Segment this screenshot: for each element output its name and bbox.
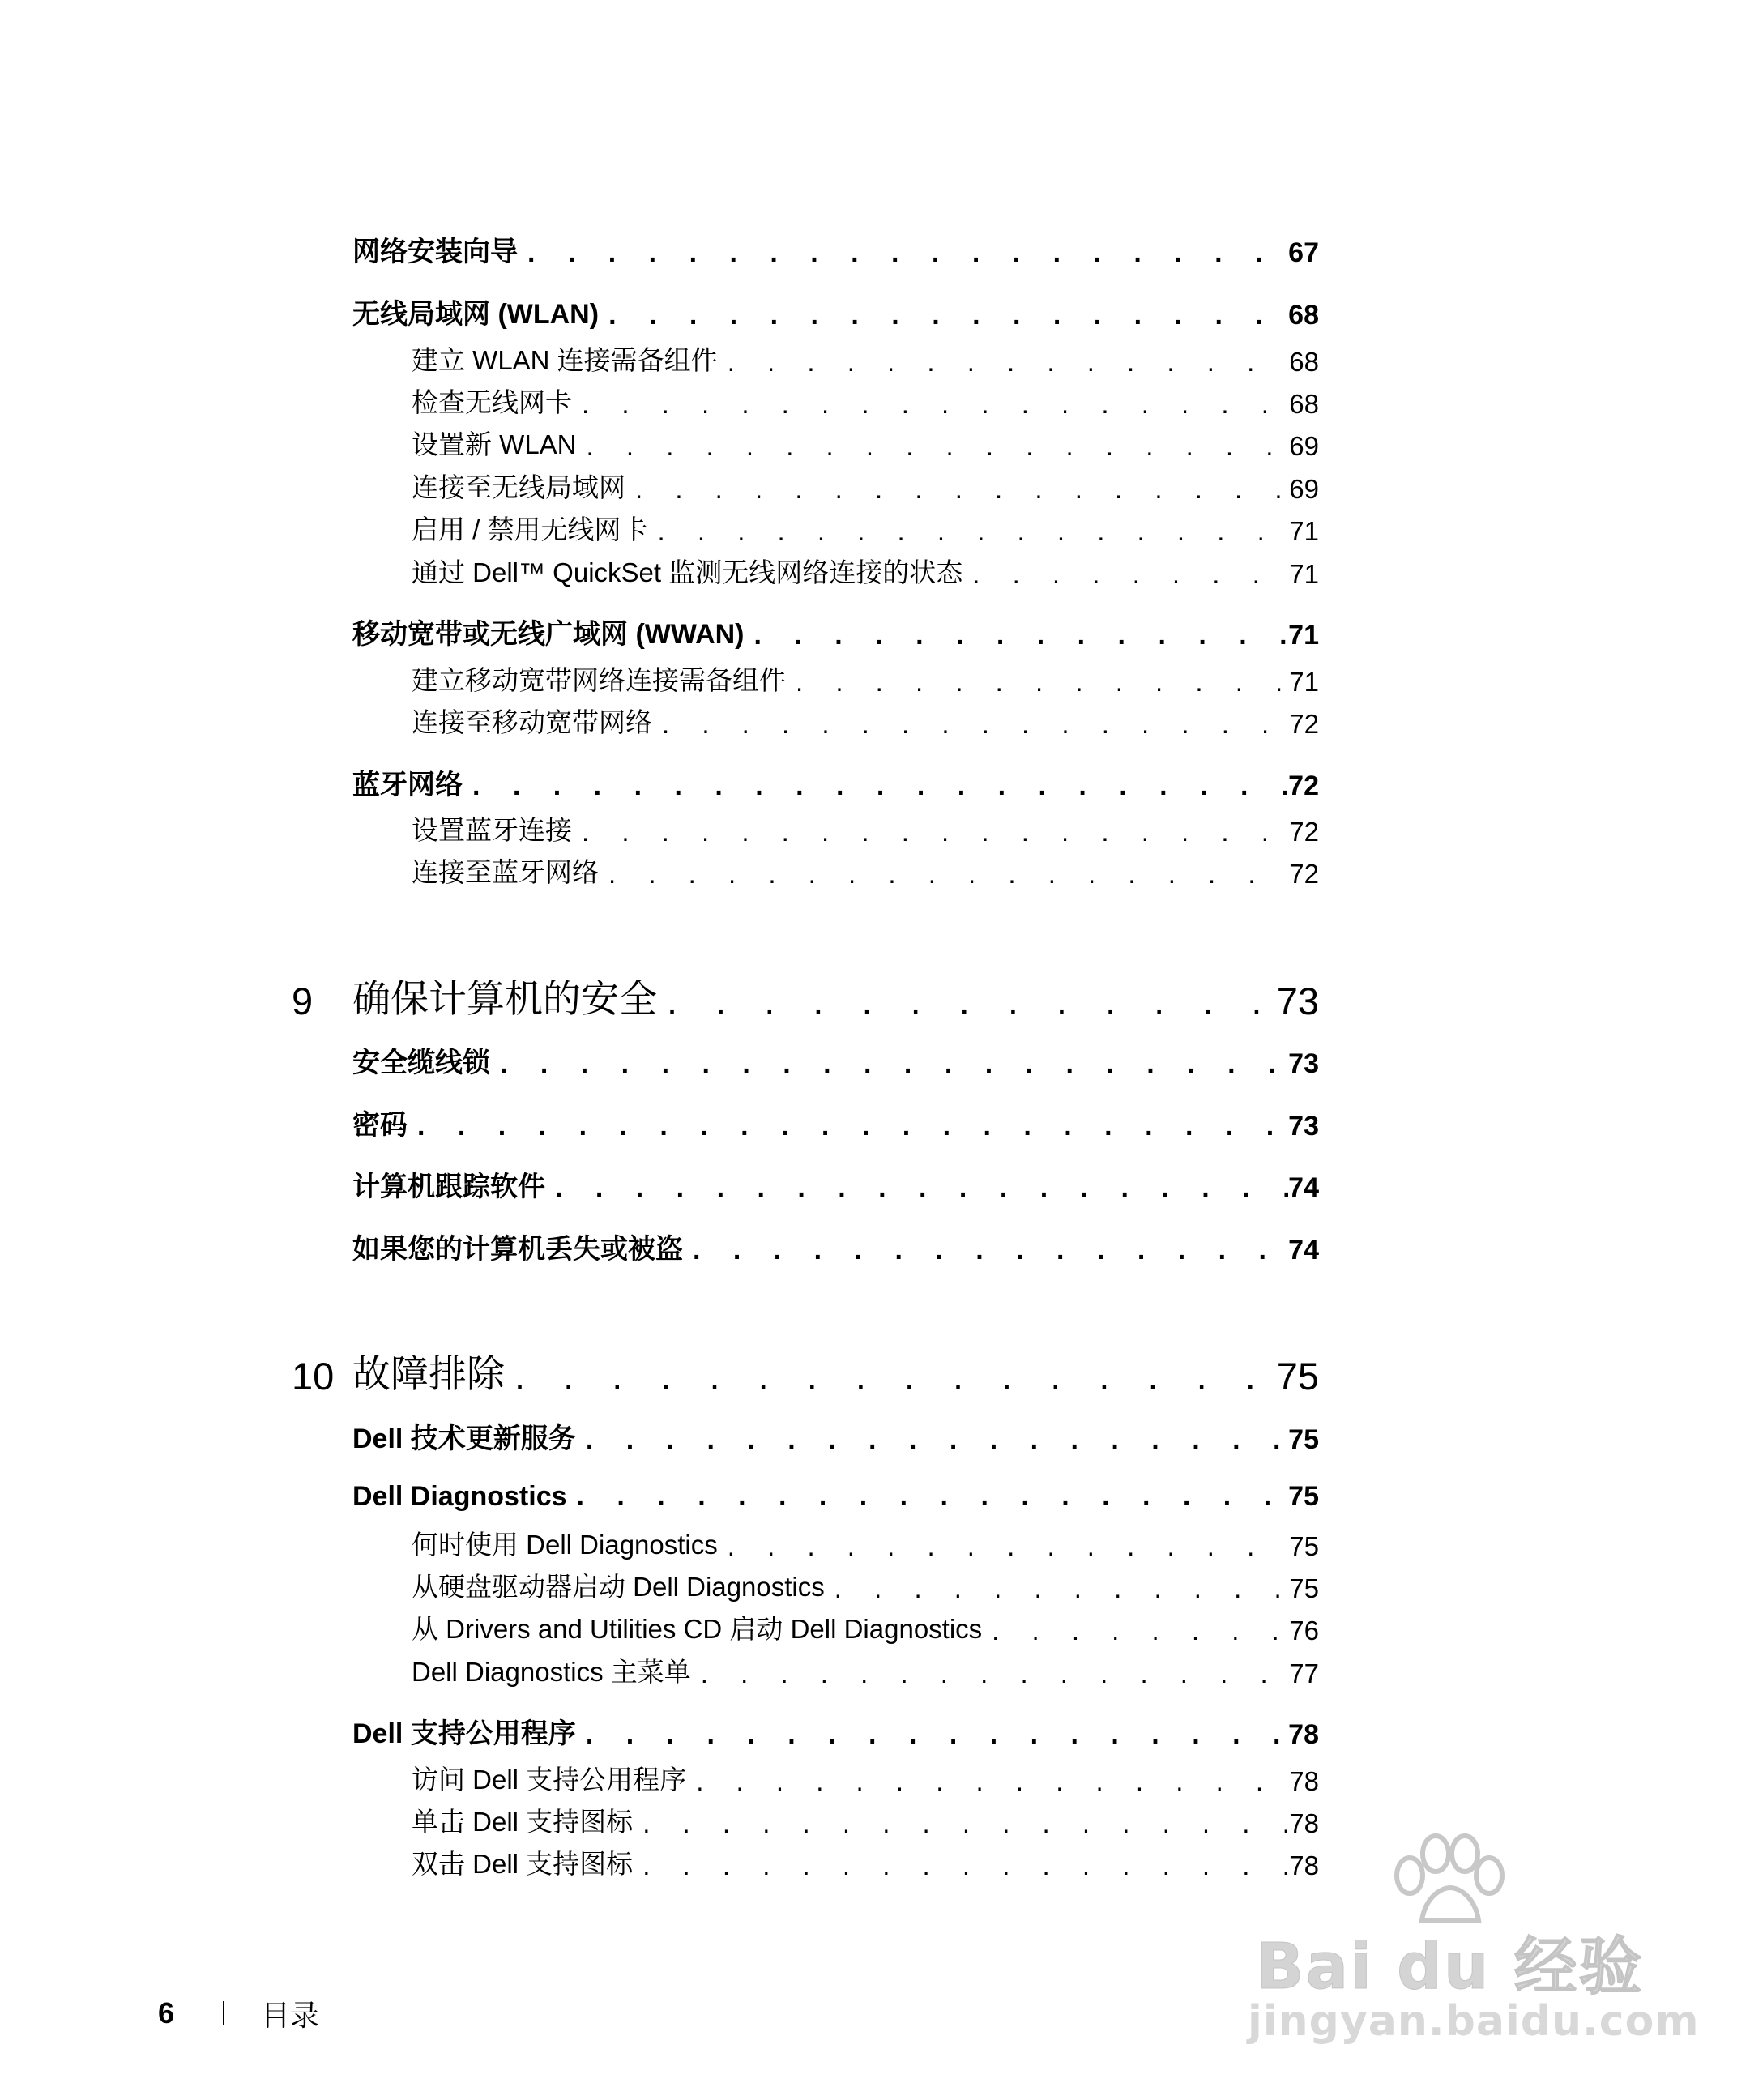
toc-entry-title: 连接至无线局域网 xyxy=(412,472,625,502)
toc-subentry[interactable] xyxy=(412,1520,1319,1562)
toc-subentry[interactable] xyxy=(412,505,1319,547)
toc-entry-title: 密码 xyxy=(352,1110,408,1141)
toc-subentry[interactable] xyxy=(412,1797,1319,1839)
toc-entry-title: 何时使用 Dell Diagnostics xyxy=(412,1530,718,1560)
toc-entry-title: 蓝牙网络 xyxy=(352,770,463,800)
toc-subentry[interactable] xyxy=(412,335,1319,378)
toc-subentry[interactable] xyxy=(412,548,1319,590)
toc-entry-page: 78 xyxy=(1288,1719,1319,1750)
toc-entry[interactable] xyxy=(352,289,1319,331)
toc-entry-title: 双击 Dell 支持图标 xyxy=(412,1849,634,1879)
chapter-title: 确保计算机的安全 xyxy=(352,977,657,1020)
toc-entry-title: Dell Diagnostics 主菜单 xyxy=(412,1657,691,1687)
toc-subentry[interactable] xyxy=(412,1839,1319,1881)
toc-entry-title: 设置蓝牙连接 xyxy=(412,815,572,845)
dot-leader xyxy=(721,1531,1290,1562)
dot-leader xyxy=(570,1481,1289,1513)
dot-leader xyxy=(651,516,1290,547)
dot-leader xyxy=(689,1766,1289,1797)
toc-subentry[interactable] xyxy=(412,655,1319,698)
toc-entry-title: Dell Diagnostics xyxy=(352,1481,567,1512)
toc-entry-title: 建立移动宽带网络连接需备组件 xyxy=(412,665,786,695)
toc-subentry[interactable] xyxy=(412,378,1319,420)
toc-entry-page: 71 xyxy=(1289,667,1319,697)
dot-leader xyxy=(579,1719,1288,1751)
toc-entry-page: 68 xyxy=(1289,389,1319,419)
footer-divider xyxy=(223,2001,224,2025)
toc-entry-page: 71 xyxy=(1289,516,1319,546)
toc-entry-page: 71 xyxy=(1289,559,1319,589)
toc-entry[interactable] xyxy=(352,1470,1319,1513)
dot-leader xyxy=(579,1424,1288,1456)
toc-entry-page: 74 xyxy=(1288,1172,1319,1203)
dot-leader xyxy=(748,620,1289,651)
toc-entry-page: 72 xyxy=(1289,709,1319,739)
dot-leader xyxy=(636,1850,1289,1881)
toc-entry-page: 75 xyxy=(1288,1481,1319,1512)
dot-leader xyxy=(602,300,1288,331)
toc-entry-page: 75 xyxy=(1289,1573,1319,1603)
dot-leader xyxy=(985,1616,1289,1646)
paw-icon xyxy=(1377,1831,1515,1928)
toc-entry-title: 从硬盘驱动器启动 Dell Diagnostics xyxy=(412,1572,825,1602)
toc-entry-page: 73 xyxy=(1276,980,1319,1022)
toc-entry-page: 73 xyxy=(1288,1111,1319,1142)
toc-entry-title: 连接至移动宽带网络 xyxy=(412,707,652,737)
dot-leader xyxy=(466,770,1288,802)
toc-entry-title: 网络安装向导 xyxy=(352,237,518,267)
toc-entry-page: 67 xyxy=(1288,237,1319,268)
footer-section-label: 目录 xyxy=(261,1998,320,2032)
dot-leader xyxy=(602,859,1289,890)
toc-subentry[interactable] xyxy=(412,805,1319,847)
toc-subentry[interactable] xyxy=(412,420,1319,462)
dot-leader xyxy=(660,979,1277,1023)
toc-subentry[interactable] xyxy=(412,1604,1319,1646)
toc-entry-page: 69 xyxy=(1289,431,1319,461)
toc-entry-title: 启用 / 禁用无线网卡 xyxy=(412,514,648,544)
toc-entry-title: Dell 技术更新服务 xyxy=(352,1423,576,1454)
toc-entry[interactable] xyxy=(352,1224,1319,1266)
toc-subentry[interactable] xyxy=(412,698,1319,740)
toc-entry-page: 73 xyxy=(1288,1048,1319,1079)
toc-entry-page: 68 xyxy=(1289,347,1319,377)
toc-entry[interactable] xyxy=(352,1038,1319,1080)
watermark-brand: Bai du 经验 xyxy=(1256,1931,1644,2004)
dot-leader xyxy=(966,559,1289,590)
toc-subentry[interactable] xyxy=(412,1647,1319,1689)
toc-chapter[interactable] xyxy=(292,1342,1319,1398)
toc-entry-title: 从 Drivers and Utilities CD 启动 Dell Diagnostics xyxy=(412,1614,983,1644)
toc-entry-title: 检查无线网卡 xyxy=(412,387,572,417)
toc-entry-page: 77 xyxy=(1289,1658,1319,1688)
toc-entry-title: 如果您的计算机丢失或被盗 xyxy=(352,1234,683,1265)
dot-leader xyxy=(828,1573,1290,1604)
watermark-url: jingyan.baidu.com xyxy=(1248,1997,1700,2046)
toc-entry-page: 76 xyxy=(1289,1616,1319,1645)
toc-entry-page: 75 xyxy=(1289,1531,1319,1561)
toc-entry-page: 75 xyxy=(1276,1355,1319,1398)
toc-entry[interactable] xyxy=(352,760,1319,802)
toc-subentry[interactable] xyxy=(412,463,1319,505)
toc-entry-title: 设置新 WLAN xyxy=(412,429,577,459)
toc-entry-page: 78 xyxy=(1289,1808,1319,1838)
toc-entry-page: 78 xyxy=(1289,1766,1319,1796)
baidu-watermark xyxy=(1248,1831,1700,2074)
toc-entry-page: 72 xyxy=(1289,859,1319,889)
dot-leader xyxy=(521,237,1288,269)
toc-entry-title: 单击 Dell 支持图标 xyxy=(412,1807,634,1837)
toc-entry-title: 访问 Dell 支持公用程序 xyxy=(412,1765,687,1795)
chapter-title: 故障排除 xyxy=(352,1352,505,1395)
toc-entry[interactable] xyxy=(352,1414,1319,1456)
dot-leader xyxy=(686,1235,1288,1266)
toc-entry-title: 连接至蓝牙网络 xyxy=(412,857,599,887)
toc-entry-page: 68 xyxy=(1288,300,1319,331)
chapter-number: 10 xyxy=(292,1355,335,1398)
toc-entry-page: 72 xyxy=(1289,817,1319,847)
toc-chapter[interactable] xyxy=(292,967,1319,1023)
dot-leader xyxy=(575,817,1289,847)
toc-entry-title: Dell 支持公用程序 xyxy=(352,1718,576,1749)
toc-entry-page: 75 xyxy=(1288,1424,1319,1455)
dot-leader xyxy=(636,1808,1289,1839)
toc-entry[interactable] xyxy=(352,227,1319,269)
toc-entry-title: 通过 Dell™ QuickSet 监测无线网络连接的状态 xyxy=(412,557,963,587)
toc-entry-page: 69 xyxy=(1289,474,1319,504)
toc-entry-title: 计算机跟踪软件 xyxy=(352,1172,545,1202)
toc-entry-page: 74 xyxy=(1288,1235,1319,1266)
toc-subentry[interactable] xyxy=(412,847,1319,890)
toc-entry-page: 72 xyxy=(1288,770,1319,801)
dot-leader xyxy=(655,709,1289,740)
toc-entry-title: 移动宽带或无线广域网 (WWAN) xyxy=(352,619,745,650)
dot-leader xyxy=(508,1354,1277,1398)
dot-leader xyxy=(411,1111,1288,1142)
toc-entry[interactable] xyxy=(352,1100,1319,1142)
toc-entry-title: 无线局域网 (WLAN) xyxy=(352,299,600,330)
page-footer xyxy=(158,1993,319,2034)
toc-subentry[interactable] xyxy=(412,1562,1319,1604)
dot-leader xyxy=(789,667,1289,698)
toc-entry-page: 78 xyxy=(1289,1850,1319,1880)
toc-entry[interactable] xyxy=(352,1709,1319,1751)
toc-entry-title: 建立 WLAN 连接需备组件 xyxy=(412,345,718,375)
chapter-number: 9 xyxy=(292,980,314,1022)
dot-leader xyxy=(493,1048,1288,1080)
dot-leader xyxy=(580,431,1290,462)
footer-page-number: 6 xyxy=(158,1996,175,2030)
dot-leader xyxy=(694,1658,1290,1689)
toc-entry-page: 71 xyxy=(1288,620,1319,651)
toc-entry[interactable] xyxy=(352,1162,1319,1204)
dot-leader xyxy=(721,347,1290,378)
dot-leader xyxy=(575,389,1289,420)
dot-leader xyxy=(629,474,1289,505)
toc-entry-title: 安全缆线锁 xyxy=(352,1048,490,1078)
toc-entry[interactable] xyxy=(352,609,1319,651)
toc-subentry[interactable] xyxy=(412,1755,1319,1797)
dot-leader xyxy=(548,1172,1288,1204)
